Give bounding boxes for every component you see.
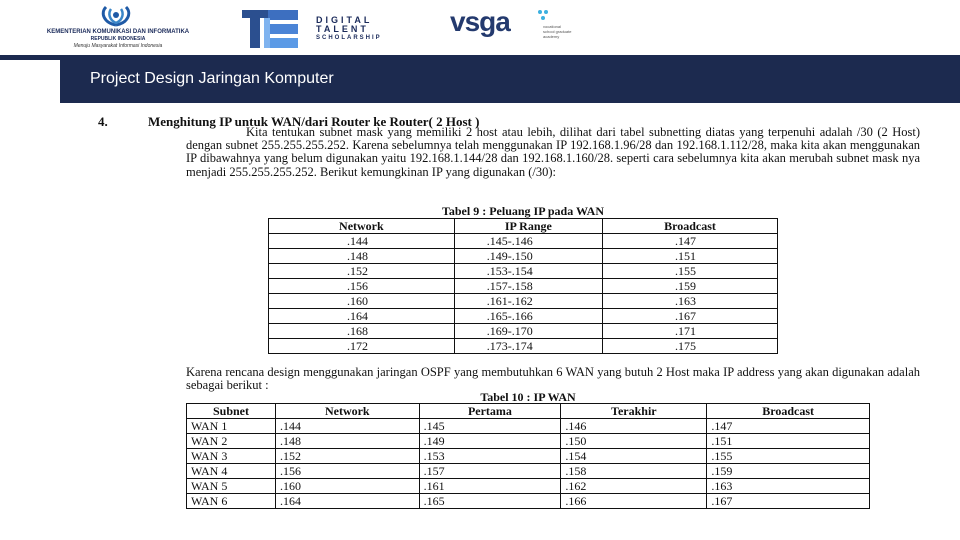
table10-header-row [187, 404, 870, 419]
table-cell: .166 [561, 494, 707, 509]
table10-header: Subnet [187, 404, 276, 419]
vsga-word: vsga [450, 6, 510, 37]
table-cell: .147 [707, 419, 870, 434]
dts-mark-icon [240, 6, 306, 50]
table-cell: .146 [561, 419, 707, 434]
table-cell: WAN 3 [187, 449, 276, 464]
table9-header: Broadcast [602, 219, 777, 234]
table-cell: .172 [269, 339, 455, 354]
title-bar [60, 60, 960, 103]
document-image [90, 110, 930, 508]
kominfo-line3: Menuju Masyarakat Informasi Indonesia [73, 43, 163, 49]
table10-header: Network [276, 404, 420, 419]
paragraph-2: Karena rencana design menggunakan jaringan OSPF yang membutuhkan 6 WAN yang butuh 2 Host maka IP address yang akan digunakan adalah sebagai berikut : [186, 365, 920, 393]
table-cell: .149-.150 [454, 249, 602, 264]
table-cell: .144 [276, 419, 420, 434]
table-cell: .156 [269, 279, 455, 294]
table-row [187, 464, 870, 479]
table-cell: .148 [269, 249, 455, 264]
table-row [187, 419, 870, 434]
table-cell: .144 [269, 234, 455, 249]
table-cell: .165 [419, 494, 561, 509]
table-row [187, 479, 870, 494]
table-cell: WAN 2 [187, 434, 276, 449]
table-row [187, 494, 870, 509]
table-cell: .151 [707, 434, 870, 449]
table-cell: .149 [419, 434, 561, 449]
table10-caption: Tabel 10 : IP WAN [480, 390, 576, 404]
table-cell: .167 [707, 494, 870, 509]
table-cell: .155 [707, 449, 870, 464]
table-cell: .175 [602, 339, 777, 354]
table-cell: .161 [419, 479, 561, 494]
vsga-logo [450, 6, 572, 52]
table-cell: WAN 1 [187, 419, 276, 434]
table10-header: Terakhir [561, 404, 707, 419]
table-cell: .152 [276, 449, 420, 464]
dts-word3: SCHOLARSHIP [316, 35, 382, 41]
table-cell: .155 [602, 264, 777, 279]
table-cell: .154 [561, 449, 707, 464]
kominfo-emblem-icon [96, 5, 136, 27]
table-cell: WAN 6 [187, 494, 276, 509]
table-cell: .157 [419, 464, 561, 479]
table-cell: .159 [602, 279, 777, 294]
kominfo-line1: KEMENTERIAN KOMUNIKASI DAN INFORMATIKA [46, 29, 190, 35]
vsga-dots-icon [536, 8, 550, 22]
table-cell: .171 [602, 324, 777, 339]
table-cell: .163 [707, 479, 870, 494]
table-row [269, 339, 778, 354]
table-cell: .156 [276, 464, 420, 479]
table-cell: .152 [269, 264, 455, 279]
table-row [269, 294, 778, 309]
table-cell: .145-.146 [454, 234, 602, 249]
table-cell: .148 [276, 434, 420, 449]
page-title: Project Design Jaringan Komputer [90, 70, 334, 87]
section-number: 4. [98, 114, 108, 129]
table-cell: .153 [419, 449, 561, 464]
table-row [269, 234, 778, 249]
kominfo-logo [38, 5, 198, 49]
table-row [269, 249, 778, 264]
table-row [269, 309, 778, 324]
table-row [187, 434, 870, 449]
table9-header-row [269, 219, 778, 234]
kominfo-line2: REPUBLIK INDONESIA [90, 36, 146, 42]
table9 [268, 218, 778, 354]
table-cell: .165-.166 [454, 309, 602, 324]
table-cell: .157-.158 [454, 279, 602, 294]
dts-word1: DIGITAL [316, 15, 373, 25]
table10-header: Broadcast [707, 404, 870, 419]
table-cell: .150 [561, 434, 707, 449]
table-row [269, 279, 778, 294]
table10-header: Pertama [419, 404, 561, 419]
dts-logo [240, 6, 410, 50]
table-cell: .168 [269, 324, 455, 339]
table-cell: WAN 4 [187, 464, 276, 479]
table9-header: Network [269, 219, 455, 234]
table-cell: .147 [602, 234, 777, 249]
table-cell: .160 [269, 294, 455, 309]
dts-word2: TALENT [316, 24, 369, 34]
table-cell: .164 [269, 309, 455, 324]
table-cell: .145 [419, 419, 561, 434]
table-cell: .153-.154 [454, 264, 602, 279]
table9-caption: Tabel 9 : Peluang IP pada WAN [441, 204, 605, 218]
table-cell: .173-.174 [454, 339, 602, 354]
table9-header: IP Range [454, 219, 602, 234]
table-row [269, 264, 778, 279]
table-row [269, 324, 778, 339]
table-cell: .163 [602, 294, 777, 309]
table-cell: .167 [602, 309, 777, 324]
table-row [187, 449, 870, 464]
table-cell: .164 [276, 494, 420, 509]
table-cell: WAN 5 [187, 479, 276, 494]
table-cell: .160 [276, 479, 420, 494]
table-cell: .169-.170 [454, 324, 602, 339]
vsga-sub: vocational school graduate academy [543, 24, 572, 39]
paragraph-1: Kita tentukan subnet mask yang memiliki 2 host atau lebih, dilihat dari tabel subnetting diatas yang terpenuhi adalah /30 (2 Host) dengan subnet 255.255.255.252. Karena sebelumnya telah menggunakan IP 192.168.1.96/28 dan 192.168.1.112/28, maka kita akan menggunakan IP dibawahnya yang belum digunakan yaitu 192.168.1.144/28 dan 192.168.1.160/28. seperti cara sebelumnya kita akan merubah subnet mask nya menjadi 255.255.255.252. Berikut kemungkinan IP yang digunakan (/30): [186, 125, 920, 179]
table-cell: .161-.162 [454, 294, 602, 309]
table10 [186, 403, 870, 509]
table-cell: .162 [561, 479, 707, 494]
section-heading-text: Menghitung IP untuk WAN/dari Router ke Router( 2 Host ) [148, 114, 480, 129]
header-logos [0, 0, 960, 54]
table-cell: .159 [707, 464, 870, 479]
table-cell: .158 [561, 464, 707, 479]
table-cell: .151 [602, 249, 777, 264]
